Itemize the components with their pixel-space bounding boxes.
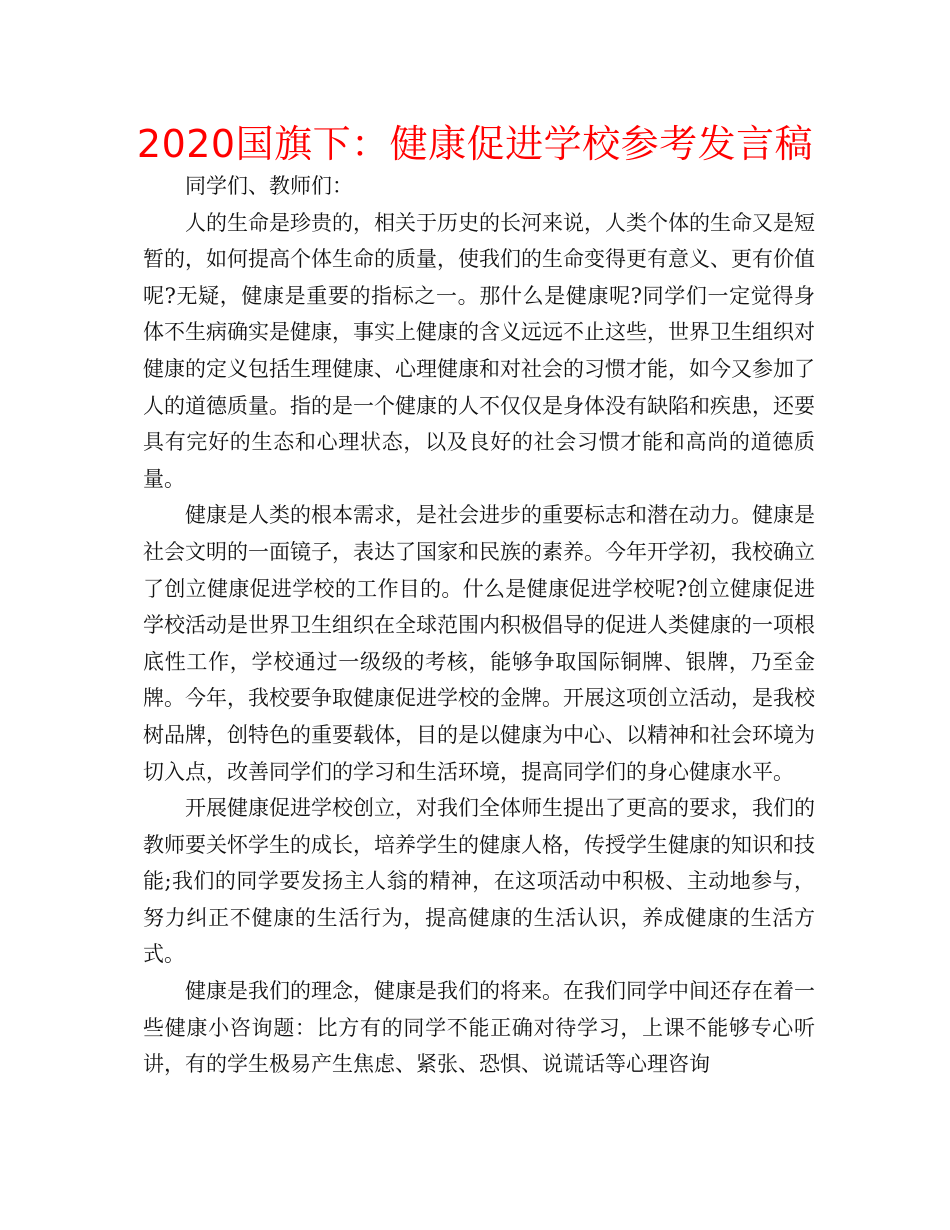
paragraph-3: 开展健康促进学校创立，对我们全体师生提出了更高的要求，我们的教师要关怀学生的成长，培养学生的健康人格，传授学生健康的知识和技能;我们的同学要发扬主人翁的精神，在这项活动中积极、主动地参与，努力纠正不健康的生活行为，提高健康的生活认识，养成健康的生活方式。 bbox=[143, 796, 815, 967]
page-title: 2020国旗下：健康促进学校参考发言稿 bbox=[136, 122, 814, 166]
document-body bbox=[143, 168, 815, 1083]
paragraph-1: 人的生命是珍贵的，相关于历史的长河来说，人类个体的生命又是短暂的，如何提高个体生命的质量，使我们的生命变得更有意义、更有价值呢?无疑，健康是重要的指标之一。那什么是健康呢?同学们一定觉得身体不生病确实是健康，事实上健康的含义远远不止这些，世界卫生组织对健康的定义包括生理健康、心理健康和对社会的习惯才能，如今又参加了人的道德质量。指的是一个健康的人不仅仅是身体没有缺陷和疾患，还要具有完好的生态和心理状态，以及良好的社会习惯才能和高尚的道德质量。 bbox=[143, 210, 815, 491]
paragraph-4: 健康是我们的理念，健康是我们的将来。在我们同学中间还存在着一些健康小咨询题：比方有的同学不能正确对待学习，上课不能够专心听讲，有的学生极易产生焦虑、紧张、恐惧、说谎话等心理咨询 bbox=[143, 979, 815, 1077]
paragraph-2: 健康是人类的根本需求，是社会进步的重要标志和潜在动力。健康是社会文明的一面镜子，表达了国家和民族的素养。今年开学初，我校确立了创立健康促进学校的工作目的。什么是健康促进学校呢?创立健康促进学校活动是世界卫生组织在全球范围内积极倡导的促进人类健康的一项根底性工作，学校通过一级级的考核，能够争取国际铜牌、银牌，乃至金牌。今年，我校要争取健康促进学校的金牌。开展这项创立活动，是我校树品牌，创特色的重要载体，目的是以健康为中心、以精神和社会环境为切入点，改善同学们的学习和生活环境，提高同学们的身心健康水平。 bbox=[143, 503, 815, 784]
salutation: 同学们、教师们： bbox=[185, 174, 353, 198]
